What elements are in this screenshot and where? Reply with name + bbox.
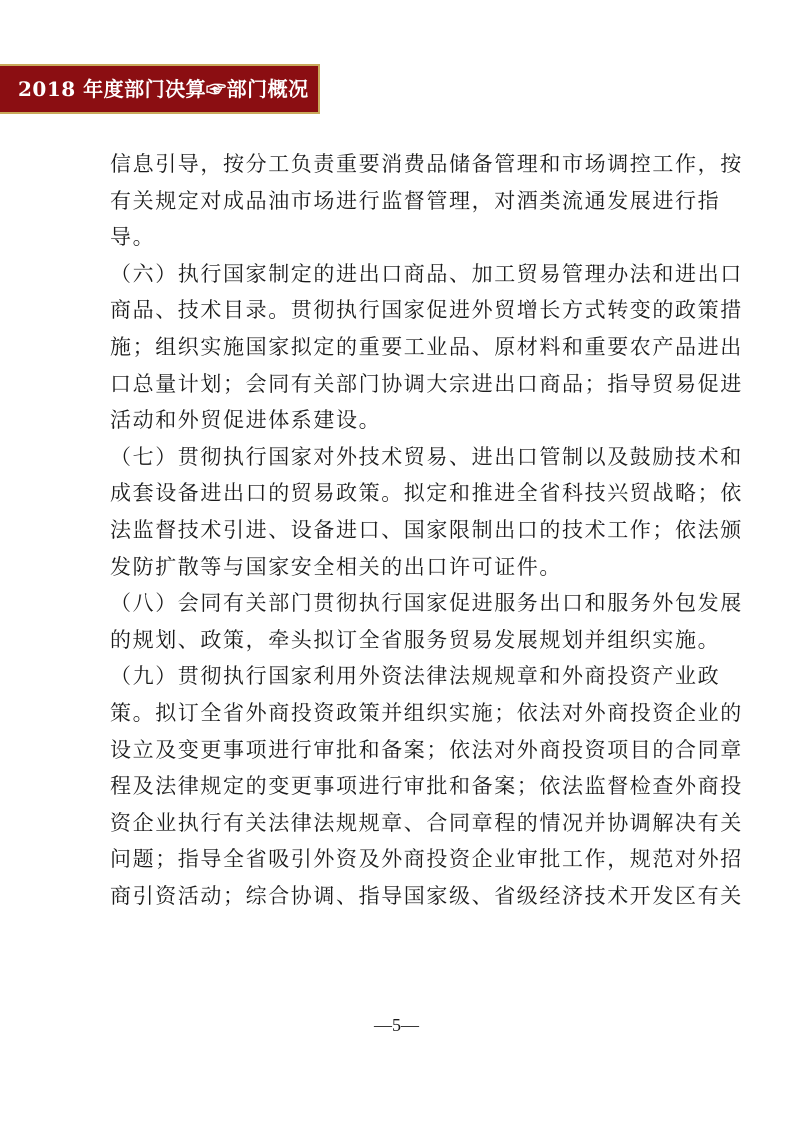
document-body	[110, 146, 743, 914]
page-number: —5—	[374, 1015, 419, 1035]
text-line: 问题；指导全省吸引外资及外商投资企业审批工作，规范对外招	[110, 847, 743, 872]
text-line: 设立及变更事项进行审批和备案；依法对外商投资项目的合同章	[110, 737, 743, 762]
text-line: 法监督技术引进、设备进口、国家限制出口的技术工作；依法颁	[110, 517, 743, 542]
text-line: （八）会同有关部门贯彻执行国家促进服务出口和服务外包发展	[110, 591, 743, 616]
text-line: 口总量计划；会同有关部门协调大宗进出口商品；指导贸易促进	[110, 371, 743, 396]
text-line: 施；组织实施国家拟定的重要工业品、原材料和重要农产品进出	[110, 334, 743, 359]
header-banner	[0, 64, 320, 114]
text-line: （九）贯彻执行国家利用外资法律法规规章和外商投资产业政	[110, 664, 721, 689]
text-line: 商引资活动；综合协调、指导国家级、省级经济技术开发区有关	[110, 883, 743, 908]
text-line: 程及法律规定的变更事项进行审批和备案；依法监督检查外商投	[110, 774, 743, 799]
text-line: （七）贯彻执行国家对外技术贸易、进出口管制以及鼓励技术和	[110, 444, 743, 469]
header-title: 2018 年度部门决算☞部门概况	[18, 77, 309, 101]
text-line: 资企业执行有关法律法规规章、合同章程的情况并协调解决有关	[110, 810, 743, 835]
text-line: 有关规定对成品油市场进行监督管理，对酒类流通发展进行指	[110, 188, 721, 213]
text-line: 策。拟订全省外商投资政策并组织实施；依法对外商投资企业的	[110, 700, 743, 725]
text-line: 成套设备进出口的贸易政策。拟定和推进全省科技兴贸战略；依	[110, 481, 743, 506]
text-line: 的规划、政策，牵头拟订全省服务贸易发展规划并组织实施。	[110, 627, 721, 652]
text-line: 活动和外贸促进体系建设。	[110, 408, 382, 433]
text-line: 导。	[110, 225, 156, 250]
text-line: 商品、技术目录。贯彻执行国家促进外贸增长方式转变的政策措	[110, 298, 743, 323]
text-line: （六）执行国家制定的进出口商品、加工贸易管理办法和进出口	[110, 261, 743, 286]
text-line: 发防扩散等与国家安全相关的出口许可证件。	[110, 554, 562, 579]
text-line: 信息引导，按分工负责重要消费品储备管理和市场调控工作，按	[110, 152, 743, 176]
